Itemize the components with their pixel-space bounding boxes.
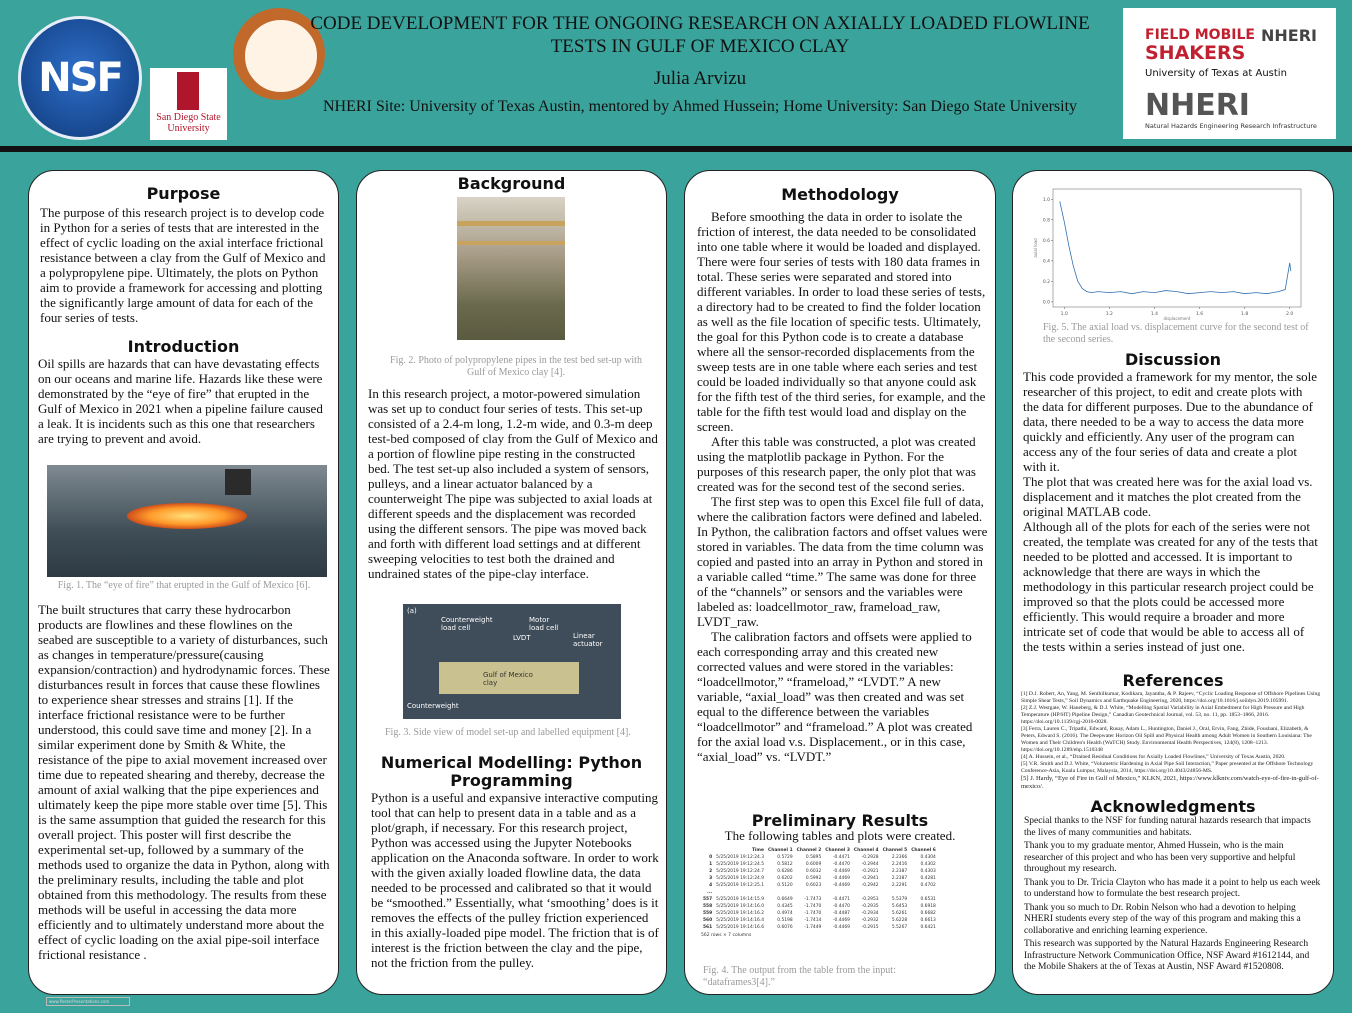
background-heading: Background — [457, 174, 566, 193]
table-cell: 0.6918 — [920, 904, 936, 909]
table-header-cell: Channel 2 — [796, 848, 822, 853]
table-cell: 557 — [703, 897, 713, 902]
table-header-row — [701, 847, 938, 854]
x-tick-label: 2.0 — [1286, 312, 1294, 317]
table-cell: -1.7473 — [804, 897, 822, 902]
table-cell — [795, 889, 824, 896]
poster-author: Julia Arvizu — [653, 68, 747, 89]
table-cell: 5/25/2019 19:14:15.9 — [716, 897, 764, 902]
reference-item: [2] Z.J. Westgate, W. Haneberg, & D.J. White, “Modelling Spatial Variability in Axial Embedment for High Pressure and High Temperature (HP/HT) Pipeline Design,” Canadian Geotechnical Journal, vol. 53, no. 11, pp. 1853–1866, 2016. https://doi.org/10.1139/cgj-2016-0028. — [1021, 705, 1305, 725]
table-header-cell — [701, 847, 714, 854]
table-cell: -0.4469 — [832, 876, 850, 881]
table-cell: 5.5379 — [891, 897, 908, 902]
table-cell: 0.6032 — [805, 869, 822, 874]
sdsu-mark-icon — [177, 72, 199, 110]
methodology-heading: Methodology — [781, 185, 899, 204]
table-cell: 560 — [703, 918, 713, 923]
fig2-caption: Fig. 2. Photo of polypropylene pipes in the test bed set-up with Gulf of Mexico clay [4]. — [390, 355, 642, 378]
table-cell: 0.4702 — [920, 883, 936, 888]
table-cell: 558 — [703, 904, 713, 909]
references-list — [1021, 691, 1323, 791]
purpose-text: The purpose of this research project is to develop code in Python for a series of tests that are interested in the effect of cyclic loading on the axial interface frictional resistance between a clay from the Gulf of Mexico and a polypropylene pipe. Ultimately, the plots on Python aim to provide a framework for accessing and plotting the significantly large amount of data for each of the four series of tests. — [40, 205, 326, 325]
methodology-p1: Before smoothing the data in order to isolate the friction of interest, the data needed to be consolidated into one table where it would be loaded and displayed. There were four series of tests with 180 data frames in total. These series were separated and stored into different variables. In order to load these series of tests, a directory had to be created to find the folder location as well as the file location of specific tests. Ultimately, the goal for this Python code is to create a database where all the sensor-recorded displacements from the sweep tests are in one table where each series and test could be loaded individually so that anyone could ask for the fifth test of the third series, for example, and the table for the fifth test would load and display on the screen. — [697, 209, 986, 434]
table-cell: -0.2942 — [861, 883, 879, 888]
y-tick-label: 0.0 — [1042, 300, 1050, 306]
table-header-cell: Channel 5 — [882, 848, 908, 853]
table-cell: -0.4469 — [832, 925, 850, 930]
table-cell: -0.4469 — [832, 869, 850, 874]
reference-item: [5] J. Hardy, “Eye of Fire in Gulf of Mexico,” KLKN, 2021, https://www.klkntv.com/watch-eye-of-fire-in-gulf-of-mexico/. — [1021, 775, 1319, 790]
poster-header — [0, 0, 1352, 146]
discussion-p2: The plot that was created here was for the axial load vs. displacement and it matches the plot created from the original MATLAB code. — [1023, 474, 1313, 519]
table-cell: -1.7470 — [804, 911, 822, 916]
table-cell: 3 — [709, 876, 713, 881]
table-cell: 0.6202 — [777, 876, 793, 881]
acknowledgment-item: Thank you to my graduate mentor, Ahmed Hussein, who is the main researcher of this project and who has been very supportive and helpful throughout my research. — [1024, 841, 1296, 874]
table-cell: 0.4974 — [777, 911, 793, 916]
table-cell: 2.2387 — [891, 869, 908, 874]
table-cell: 5.6261 — [891, 911, 908, 916]
table-cell: -0.2932 — [861, 918, 879, 923]
table-cell: 0.6421 — [920, 925, 936, 930]
fig3-caption: Fig. 3. Side view of model set-up and labelled equipment [4]. — [385, 727, 631, 738]
preliminary-results-heading: Preliminary Results — [751, 811, 929, 830]
introduction-text-1: Oil spills are hazards that can have devastating effects on our oceans and marine life. Hazards like these were demonstrated by the “eye of fire” that erupted in the Gulf of Mexico in 2021 when a pipeline failure caused a leak. It is incidents such as this one that researchers are trying to prevent and avoid. — [38, 356, 323, 446]
table-header-cell: Time — [751, 848, 764, 853]
discussion-heading: Discussion — [1124, 350, 1222, 369]
table-cell: -1.7449 — [804, 925, 822, 930]
table-cell: 0.5895 — [805, 855, 822, 860]
x-tick-label: 1.4 — [1150, 312, 1159, 317]
table-cell: 5/25/2019 19:14:16.0 — [716, 904, 764, 909]
setup-schematic-figure: (a) Counterweight load cell Motor load cell LVDT Linear actuator Gulf of Mexico clay Counterweight — [403, 604, 621, 719]
y-tick-label: 1.0 — [1042, 197, 1050, 203]
acknowledgments-list — [1024, 816, 1322, 976]
purpose-heading: Purpose — [146, 184, 221, 203]
column-2 — [356, 170, 667, 995]
table-cell: -0.4470 — [832, 904, 850, 909]
nheri-logo: NHERI — [1145, 88, 1250, 123]
table-cell: 0.6023 — [805, 883, 822, 888]
plot-frame — [1053, 189, 1301, 307]
table-header-cell: Channel 3 — [825, 848, 850, 853]
results-intro: The following tables and plots were created. — [724, 828, 956, 843]
table-cell: 0.4304 — [920, 855, 936, 860]
table-cell: 0.5812 — [777, 862, 793, 867]
reference-item: [4] A. Hussein, et al., “Drained Residual Conditions for Axially Loaded Flowlines,” University of Texas Austin, 2020. — [1021, 754, 1286, 760]
table-cell: -0.2935 — [861, 904, 879, 909]
table-cell: 5.6453 — [891, 904, 908, 909]
table-cell: 0 — [709, 855, 713, 860]
table-cell: -0.4469 — [832, 918, 850, 923]
table-cell: -0.2921 — [861, 869, 879, 874]
table-cell: 5.5267 — [891, 925, 908, 930]
fig5-caption: Fig. 5. The axial load vs. displacement curve for the second test of the second series. — [1043, 322, 1309, 345]
table-cell: 1 — [709, 862, 713, 867]
fig4-caption: Fig. 4. The output from the table from the input: “dataframes3[4].” — [703, 965, 896, 988]
table-row — [701, 924, 938, 931]
footer-credit: www.PosterPresentations.com — [46, 997, 130, 1006]
table-cell: -0.2953 — [861, 897, 879, 902]
poster-title: CODE DEVELOPMENT FOR THE ONGOING RESEARCH ON AXIALLY LOADED FLOWLINE TESTS IN GULF OF MEXICO CLAY — [310, 13, 1090, 57]
column-3 — [684, 170, 996, 995]
nsf-logo: NSF — [18, 16, 142, 140]
table-cell: -0.2941 — [861, 876, 879, 881]
acknowledgment-item: Thank you so much to Dr. Robin Nelson who had a devotion to helping NHERI students every step of the way of this program and making this a collaborative and enriching learning experience. — [1024, 902, 1301, 936]
reference-item: [5] V.R. Smith and D.J. White, “Volumetric Hardening in Axial Pipe Soil Interaction,” Paper presented at the Offshore Technology Conference-Asia, Kuala Lumpur, Malaysia, 2014, https://doi.org/10.4043/24856-MS. — [1021, 761, 1314, 774]
table-cell: 0.5992 — [805, 876, 822, 881]
table-cell: ... — [707, 890, 713, 895]
acknowledgment-item: This research was supported by the Natural Hazards Engineering Research Infrastructure Network Communication Office, NSF Award #1612144, and the Mobile Shakers at the of Texas at Austin, NSF Award #1520808. — [1024, 939, 1310, 972]
x-tick-label: 1.0 — [1060, 312, 1068, 317]
sdsu-logo: San Diego State University — [150, 68, 227, 140]
table-cell: 0.4345 — [777, 904, 793, 909]
table-header-cell: Channel 1 — [768, 848, 793, 853]
table-row — [701, 861, 938, 868]
table-cell: 0.5120 — [777, 883, 793, 888]
table-cell: 0.6531 — [920, 897, 936, 902]
table-cell: -0.2944 — [861, 862, 879, 867]
reference-item: [3] Ferra, Lauren C., Tripathi, Edward, Rusay, Adam L., Huntington, Daniel J., Oral, Ervin, Fang, Zhide, Foushani, Elizabeth, & Peters, Edward S. (2016). The Deepwater Horizon Oil Spill and Physical Health among Adult Women in Southern Louisiana: The Women and Their Children's Health (WaTCH) Study. Environmental Health Perspectives, 124(8), 1208–1213. https://doi.org/10.1289/ehp.1510348 — [1021, 726, 1312, 753]
x-axis-label: displacement — [1163, 316, 1191, 321]
methodology-p3: The first step was to open this Excel file full of data, where the calibration factors were defined and labeled. In Python, the calibration factors and offset values were stored in variables. The data from the time column was copied and pasted into an array in Python and stored in a variable called “time.” The same was done for three of the “channels” or sensors and the variables were labeled as: loadcellmotor_raw, frameload_raw, LVDT_raw. — [697, 494, 988, 629]
discussion-p3: Although all of the plots for each of the series were not created, the template was created for any of the tests that needed to be plotted and accessed. It is important to acknowledge that there are ways in which the methodology in this particular research project could be improved so that the plots could be accessed more efficiently. This would require a broader and more intricate set of code that would be able to access all of the tests within a series instead of just one. — [1023, 519, 1318, 654]
table-row — [701, 854, 938, 861]
fig1-caption: Fig. 1. The “eye of fire” that erupted in the Gulf of Mexico [6]. — [57, 580, 311, 591]
table-cell: -0.4471 — [832, 855, 850, 860]
y-axis-label: axial load — [1033, 238, 1038, 258]
nheri-logo-block: FIELD MOBILE SHAKERS University of Texas at Austin NHERI NHERI Natural Hazards Engineering Research Infrastructure — [1123, 8, 1336, 139]
table-cell: 5/25/2019 19:12:24.7 — [716, 869, 764, 874]
table-cell: 4 — [709, 883, 713, 888]
table-row — [701, 875, 938, 882]
header-divider — [0, 146, 1352, 152]
x-tick-label: 1.2 — [1105, 312, 1113, 317]
acknowledgment-item: Thank you to Dr. Tricia Clayton who has made it a point to help us each week to understand how to formulate the best research project. — [1024, 877, 1321, 899]
table-cell: 5/25/2019 19:14:16.4 — [716, 918, 764, 923]
y-tick-label: 0.8 — [1042, 218, 1050, 224]
table-cell: -0.4470 — [832, 862, 850, 867]
table-cell: 0.6682 — [920, 911, 936, 916]
table-cell: -0.4469 — [832, 883, 850, 888]
table-cell: -1.7470 — [804, 904, 822, 909]
table-cell: 0.4281 — [920, 876, 936, 881]
table-cell: 2 — [709, 869, 713, 874]
references-heading: References — [1122, 671, 1224, 690]
table-row — [701, 903, 938, 910]
table-cell: 2.2366 — [891, 855, 908, 860]
numerical-modelling-text: Python is a useful and expansive interactive computing tool that can help to present data in a table and as a plot/graph, if necessary. For this research project, Python was accessed using the Jupyter Notebooks application on the Anaconda software. In order to work with the given axially loaded flowline data, the data needed to be processed and calibrated so that it would be “smoothed.” Essentially, what ‘smoothing’ does is it removes the effects of the pulley friction experienced in this axially-loaded pipe model. The friction that is of interest is the friction between the clay and the pipe, not the friction from the pulley. — [371, 790, 659, 970]
table-row — [701, 889, 938, 896]
x-tick-label: 1.8 — [1241, 312, 1249, 317]
table-cell: 5.6228 — [891, 918, 908, 923]
y-tick-label: 0.2 — [1042, 279, 1050, 285]
table-cell: 2.2387 — [891, 876, 908, 881]
table-cell: -0.2928 — [861, 855, 879, 860]
table-header-cell: Channel 4 — [853, 848, 879, 853]
introduction-heading: Introduction — [127, 337, 240, 356]
table-cell: 2.2416 — [891, 862, 908, 867]
table-cell: -1.7414 — [804, 918, 822, 923]
table-cell — [766, 889, 795, 896]
field-mobile-shakers-logo: FIELD MOBILE SHAKERS — [1145, 27, 1255, 64]
test-bed-photo — [457, 197, 565, 340]
table-cell: 5/25/2019 19:14:16.2 — [716, 911, 764, 916]
x-tick-label: 1.6 — [1195, 312, 1204, 317]
table-cell: 561 — [703, 925, 713, 930]
table-cell: 5/25/2019 19:12:25.1 — [716, 883, 764, 888]
dataframe-table — [701, 847, 941, 965]
acknowledgment-item: Special thanks to the NSF for funding natural hazards research that impacts the lives of many communities and habitats. — [1024, 816, 1311, 838]
table-cell: 0.5729 — [777, 855, 793, 860]
poster-affiliation: NHERI Site: University of Texas Austin, mentored by Ahmed Hussein; Home University: San Diego State University — [322, 98, 1078, 115]
table-cell — [714, 889, 766, 896]
table-row — [701, 896, 938, 903]
table-header-cell: Channel 6 — [911, 848, 936, 853]
table-cell — [852, 889, 881, 896]
table-cell — [881, 889, 910, 896]
table-footer: 562 rows × 7 columns — [701, 933, 752, 938]
table-row — [701, 917, 938, 924]
methodology-p2: After this table was constructed, a plot was created using the matplotlib package in Python. For the purposes of this research paper, the only plot that was created was for the second test of the second series. — [697, 434, 976, 494]
numerical-modelling-heading: Numerical Modelling: Python Programming — [380, 753, 643, 790]
table-cell — [823, 889, 852, 896]
table-cell: 5/25/2019 19:14:16.6 — [716, 925, 764, 930]
table-cell — [909, 889, 938, 896]
table-cell: 0.6009 — [805, 862, 822, 867]
table-row — [701, 868, 938, 875]
table-cell: 5/25/2019 19:12:24.3 — [716, 855, 764, 860]
table-cell: -0.4471 — [832, 897, 850, 902]
column-4 — [1012, 170, 1334, 995]
table-cell: 0.6076 — [777, 925, 793, 930]
table-cell: 0.6613 — [920, 918, 936, 923]
discussion-p1: This code provided a framework for my mentor, the sole researcher of this project, to edit and create plots with the data for different purposes. Due to the abundance of data, there needed to be a way to access the data more quickly and efficiently. Any user of the program can access any of the four series of data and create a plot with it. — [1023, 369, 1318, 474]
nheri-small-logo: NHERI — [1261, 26, 1317, 45]
column-1 — [28, 170, 339, 995]
table-cell: 559 — [703, 911, 713, 916]
table-cell: 0.4303 — [920, 869, 936, 874]
table-cell: 0.5198 — [777, 918, 793, 923]
table-cell: -0.4487 — [832, 911, 850, 916]
background-text: In this research project, a motor-powered simulation was set up to conduct four series of tests. This set-up consisted of a 2.4-m long, 1.2-m wide, and 0.3-m deep test-bed composed of clay from the Gulf of Mexico and a portion of flowline pipe resting in the constructed bed. The test set-up also included a system of sensors, pulleys, and a linear actuator balanced by a counterweight The pipe was subjected to axial loads at different speeds and the displacement was recorded using the different sensors. The pipe was moved back and forth with different load settings and at different sweeping velocities to test both the drained and undrained states of the pipe-clay interface. — [368, 386, 658, 581]
table-cell: 5/25/2019 19:12:24.9 — [716, 876, 764, 881]
introduction-text-2: The built structures that carry these hydrocarbon products are flowlines and these flowlines on the seabed are susceptible to a variety of disturbances, such as changes in temperature/pressure(causing expansion/contraction) and hydrodynamic forces. These disturbances result in forces that cause these flowlines to experience shear stresses and strains [1]. If the interface frictional resistance were to be further understood, this could save time and money [2]. In a similar experiment done by Smith & White, the resistance of the pipe to axial movement increased over time due to repeated shearing and thereby, decrease the amount of axial walking that the pipe experiences and ultimately keep the pipe more stable over time [5]. This is the same assumption that guided the research for this overall project. This poster will first describe the experimental set-up, followed by a summary of the methods used to organize the data in Python, along with the preliminary results, including the table and plot obtained from this methodology. The results from these methods will be useful in accessing the data more efficiently and to ultimately understand more about the effect of cyclic loading on the axial pipe-soil interface frictional resistance . — [38, 602, 330, 962]
eye-of-fire-photo — [47, 465, 327, 577]
table-cell: -0.2915 — [861, 925, 879, 930]
methodology-p4: The calibration factors and offsets were applied to each corresponding array and this created new corrected values and were stored in the variables: “loadcellmotor,” “frameload,” “LVDT.” A new variable, “axial_load” was then created and was set equal to the difference between the variables “loadcellmotor” and “frameload.” A plot was created for the axial load v.s. Displacement., or in this case, “axial_load” vs. “LVDT.” — [697, 629, 973, 764]
table-row — [701, 882, 938, 889]
acknowledgments-heading: Acknowledgments — [1090, 797, 1256, 816]
table-cell: -0.2934 — [861, 911, 879, 916]
table-cell: 5/25/2019 19:12:24.5 — [716, 862, 764, 867]
table-cell: 0.6286 — [777, 869, 793, 874]
table-cell: 2.2291 — [891, 883, 908, 888]
reference-item: [1] D.J. Robert, An, Yang, M. Senthilkumar, Kodikara, Jayantha, & P. Rajeev, “Cyclic Loading Response of Offshore Pipelines Using Simple Shear Tests,” Soil Dynamics and Earthquake Engineering, 2020, https://doi.org/10.1016/j.soildyn.2019.105991. — [1021, 691, 1321, 704]
axial-load-displacement-plot — [1031, 183, 1311, 321]
y-tick-label: 0.4 — [1042, 259, 1050, 265]
y-tick-label: 0.6 — [1042, 238, 1050, 244]
table-cell: 0.6649 — [777, 897, 793, 902]
table-row — [701, 910, 938, 917]
table-cell: 0.4302 — [920, 862, 936, 867]
